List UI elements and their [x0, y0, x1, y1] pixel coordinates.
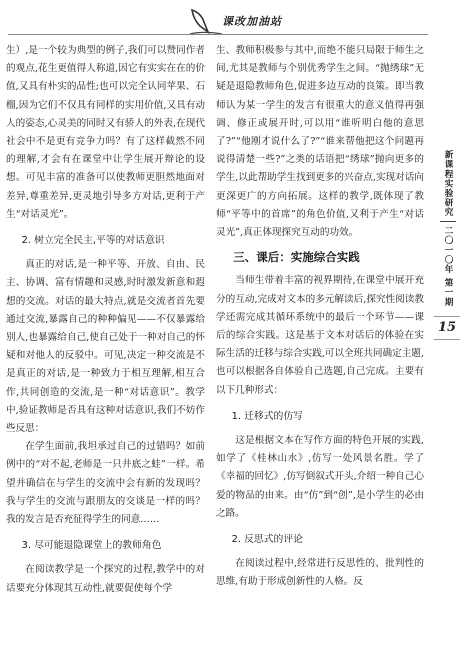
paragraph: 真正的对话,是一种平等、开放、自由、民主、协调、富有情趣和灵感,时时激发新意和遐想的交流。对话的最大特点,就是交流者首先要通过交流,暴露自己的种种偏见——不仅暴露给别人,也暴露给自己,使自己处于一种对自己的怀疑和对他人的反驳中。可见,决定一种交流是不是真正的对话,是一种致力于相互理解,相互合作,共同创造的交流,是一种“对话意识”。教学中,验证教师是否具有这种对话意识,我们不妨作些反思： — [6, 259, 205, 435]
page-header — [0, 0, 467, 40]
chapter-heading: 三、课后：实施综合实践 — [233, 250, 360, 265]
pen-nib-icon — [188, 6, 222, 36]
header-rule — [8, 34, 428, 35]
paragraph: 这是根据文本在写作方面的特色开展的实践,如学了《桂林山水》,仿写一处风景名胜。学了《幸福的回忆》,仿写倒叙式开头,介绍一种自己心爱的物品的由来。由“仿”到“创”,是小学生的必由之路。 — [216, 435, 424, 519]
issue-label: 二〇一〇年 第一期 — [443, 226, 453, 307]
section-heading: 1. 迁移式的仿写 — [231, 410, 303, 422]
header-title: 课改加油站 — [222, 15, 282, 28]
section-heading: 2. 树立完全民主,平等的对话意识 — [21, 235, 165, 247]
sidebar-divider — [440, 221, 456, 222]
paragraph: 生、教师积极参与其中,而绝不能只局限于师生之间,尤其是教师与个别优秀学生之间。“抛绣球”无疑是退隐教师角色,促进多边互动的良策。即当教师认为某一学生的发言有很重大的意义值得再强调、修正或展开时,可以用“谁听明白他的意思了?”“他刚才说什么了?”“谁来帮他把这个问题再说得清楚一些?”之类的话语把“绣球”抛向更多的学生,以此帮助学生找到更多的兴奋点,实现对话向更深更广的方向拓展。这样的教学,既体现了教师“平等中的首席”的角色价值,又利于产生“对话灵光”,真正体现探究互动的功效。 — [216, 45, 424, 239]
paragraph: 在阅读教学是一个探究的过程,教学中的对话要充分体现其互动性,就要促使每个学 — [6, 564, 205, 594]
journal-sidebar — [432, 150, 464, 330]
paragraph: 在学生面前,我坦承过自己的过错吗？如前例中的“对不起,老师是一只井底之蛙”一样。希望并确信在与学生的交流中会有新的发现吗？我与学生的交流与跟朋友的交谈是一样的吗？我的发言是否充征得学生的同意…… — [6, 441, 205, 526]
section-heading: 2. 反思式的评论 — [231, 534, 303, 546]
journal-name: 新课程实验研究 — [443, 150, 453, 218]
left-column — [6, 42, 205, 598]
paragraph: 在阅读过程中,经常进行反思性的、批判性的思维,有助于形成创新性的人格。反 — [216, 558, 424, 588]
page-number: 15 — [434, 316, 460, 340]
section-heading: 3. 尽可能退隐课堂上的教师角色 — [21, 540, 162, 552]
paragraph: 生）,是一个较为典型的例子,我们可以赞同作者的观点,花生更值得人称道,因它有实实在在的价值,又具有朴实的品性;也可以完全认同苹果、石榴,因为它们不仅具有同样的实用价值,又具有动人的姿态,心灵美的同时又有骄人的外表,在现代社会中不是更有竞争力吗？有了这样截然不同的理解,才会有在课堂中让学生展开辩论的设想。可见丰富的准备可以使教师更胆然地面对差异,尊重差异,更灵地引导多方对话,更利于产生“对话灵光”。 — [6, 45, 205, 220]
right-column — [216, 42, 424, 592]
paragraph: 当师生带着丰富的视界期待,在课堂中展开充分的互动,完成对文本的多元解读后,探究性阅读教学还需完成其循环系统中的最后一个环节——课后的综合实践。这是基于文本对话后的体验在实际生活的迁移与综合实践,可以全班共同确定主题,也可以根据各自体验自己选题,自己完成。主要有以下几种形式： — [216, 275, 424, 396]
